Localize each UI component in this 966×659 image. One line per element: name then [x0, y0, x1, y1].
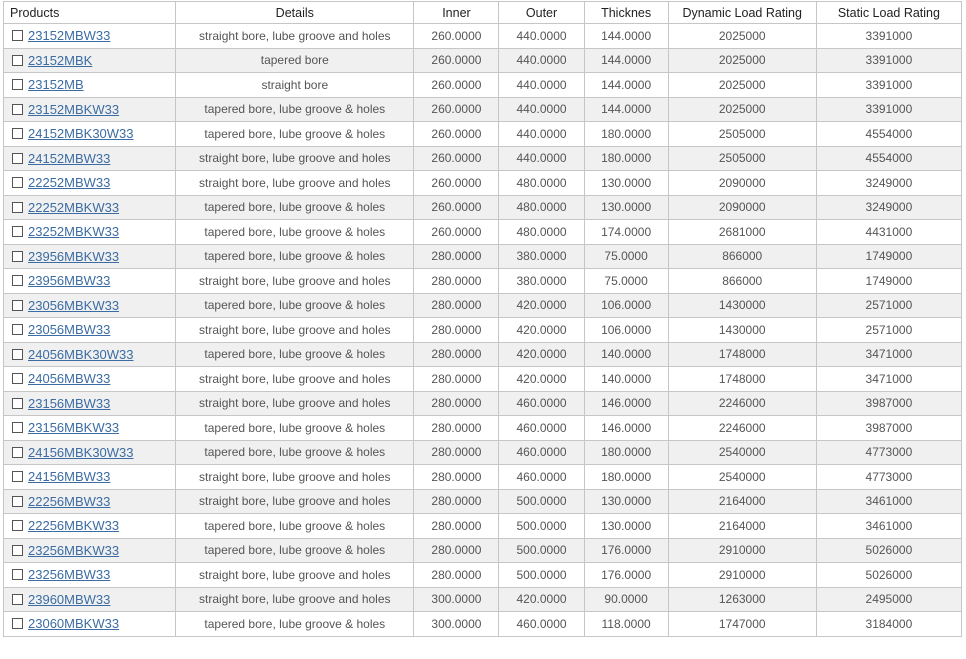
inner-cell: 260.0000	[414, 97, 499, 122]
products-table	[3, 1, 962, 637]
product-cell	[4, 195, 176, 220]
product-link[interactable]: 23960MBW33	[28, 591, 111, 607]
outer-cell: 500.0000	[499, 489, 584, 514]
static-load-rating-cell: 3249000	[816, 171, 961, 196]
thickness-cell: 118.0000	[584, 612, 668, 637]
select-checkbox[interactable]	[12, 594, 23, 605]
product-cell	[4, 342, 176, 367]
table-row	[4, 489, 962, 514]
select-checkbox[interactable]	[12, 349, 23, 360]
inner-cell: 280.0000	[414, 538, 499, 563]
product-cell	[4, 489, 176, 514]
dynamic-load-rating-cell: 2910000	[668, 563, 816, 588]
product-link[interactable]: 23252MBKW33	[28, 224, 120, 240]
dynamic-load-rating-cell: 2246000	[668, 416, 816, 441]
dynamic-load-rating-cell: 866000	[668, 244, 816, 269]
table-row	[4, 563, 962, 588]
product-link[interactable]: 24056MBW33	[28, 371, 111, 387]
product-cell	[4, 73, 176, 98]
table-row	[4, 269, 962, 294]
product-link[interactable]: 23256MBW33	[28, 567, 111, 583]
static-load-rating-cell: 4773000	[816, 440, 961, 465]
static-load-rating-cell: 3391000	[816, 73, 961, 98]
dynamic-load-rating-cell: 2540000	[668, 440, 816, 465]
thickness-cell: 146.0000	[584, 391, 668, 416]
product-cell	[4, 612, 176, 637]
details-cell: tapered bore, lube groove & holes	[176, 293, 414, 318]
thickness-cell: 75.0000	[584, 269, 668, 294]
inner-cell: 260.0000	[414, 146, 499, 171]
product-link[interactable]: 23256MBKW33	[28, 542, 120, 558]
product-link[interactable]: 22256MBW33	[28, 493, 111, 509]
outer-cell: 420.0000	[499, 318, 584, 343]
table-row	[4, 612, 962, 637]
inner-cell: 280.0000	[414, 367, 499, 392]
thickness-cell: 130.0000	[584, 489, 668, 514]
static-load-rating-cell: 2571000	[816, 293, 961, 318]
thickness-cell: 176.0000	[584, 538, 668, 563]
details-cell: straight bore, lube groove and holes	[176, 563, 414, 588]
product-link[interactable]: 23152MBW33	[28, 28, 111, 44]
inner-cell: 260.0000	[414, 220, 499, 245]
dynamic-load-rating-cell: 2025000	[668, 97, 816, 122]
thickness-cell: 75.0000	[584, 244, 668, 269]
inner-cell: 260.0000	[414, 171, 499, 196]
select-checkbox[interactable]	[12, 398, 23, 409]
select-checkbox[interactable]	[12, 324, 23, 335]
product-link[interactable]: 22256MBKW33	[28, 518, 120, 534]
outer-cell: 420.0000	[499, 342, 584, 367]
product-link[interactable]: 23956MBW33	[28, 273, 111, 289]
table-body	[4, 24, 962, 637]
details-cell: tapered bore, lube groove & holes	[176, 195, 414, 220]
static-load-rating-cell: 2495000	[816, 587, 961, 612]
details-cell: straight bore, lube groove and holes	[176, 391, 414, 416]
inner-cell: 280.0000	[414, 244, 499, 269]
dynamic-load-rating-cell: 2025000	[668, 73, 816, 98]
dynamic-load-rating-cell: 2540000	[668, 465, 816, 490]
product-cell	[4, 269, 176, 294]
dynamic-load-rating-cell: 2246000	[668, 391, 816, 416]
details-cell: straight bore, lube groove and holes	[176, 24, 414, 49]
product-cell	[4, 171, 176, 196]
inner-cell: 280.0000	[414, 489, 499, 514]
details-cell: tapered bore, lube groove & holes	[176, 514, 414, 539]
dynamic-load-rating-cell: 2164000	[668, 514, 816, 539]
select-checkbox[interactable]	[12, 569, 23, 580]
product-cell	[4, 293, 176, 318]
select-checkbox[interactable]	[12, 471, 23, 482]
table-row	[4, 122, 962, 147]
details-cell: tapered bore, lube groove & holes	[176, 342, 414, 367]
outer-cell: 460.0000	[499, 465, 584, 490]
outer-cell: 440.0000	[499, 122, 584, 147]
product-cell	[4, 440, 176, 465]
inner-cell: 260.0000	[414, 73, 499, 98]
static-load-rating-cell: 4773000	[816, 465, 961, 490]
outer-cell: 440.0000	[499, 97, 584, 122]
product-cell	[4, 587, 176, 612]
table-row	[4, 48, 962, 73]
details-cell: straight bore, lube groove and holes	[176, 465, 414, 490]
dynamic-load-rating-cell: 1430000	[668, 293, 816, 318]
static-load-rating-cell: 3461000	[816, 514, 961, 539]
select-checkbox[interactable]	[12, 226, 23, 237]
inner-cell: 280.0000	[414, 269, 499, 294]
dynamic-load-rating-cell: 1748000	[668, 342, 816, 367]
table-row	[4, 73, 962, 98]
dynamic-load-rating-cell: 2505000	[668, 146, 816, 171]
select-checkbox[interactable]	[12, 128, 23, 139]
header-static-load-rating: Static Load Rating	[816, 2, 961, 24]
product-cell	[4, 146, 176, 171]
product-link[interactable]: 22252MBKW33	[28, 199, 120, 215]
details-cell: straight bore, lube groove and holes	[176, 489, 414, 514]
select-checkbox[interactable]	[12, 300, 23, 311]
select-checkbox[interactable]	[12, 496, 23, 507]
details-cell: tapered bore, lube groove & holes	[176, 122, 414, 147]
dynamic-load-rating-cell: 2164000	[668, 489, 816, 514]
details-cell: tapered bore, lube groove & holes	[176, 612, 414, 637]
header-products: Products	[4, 2, 176, 24]
product-link[interactable]: 23156MBKW33	[28, 420, 120, 436]
inner-cell: 260.0000	[414, 195, 499, 220]
thickness-cell: 144.0000	[584, 73, 668, 98]
static-load-rating-cell: 3391000	[816, 97, 961, 122]
outer-cell: 380.0000	[499, 269, 584, 294]
product-link[interactable]: 22252MBW33	[28, 175, 111, 191]
product-cell	[4, 244, 176, 269]
inner-cell: 280.0000	[414, 416, 499, 441]
details-cell: straight bore, lube groove and holes	[176, 367, 414, 392]
header-inner: Inner	[414, 2, 499, 24]
thickness-cell: 180.0000	[584, 146, 668, 171]
table-row	[4, 391, 962, 416]
select-checkbox[interactable]	[12, 55, 23, 66]
thickness-cell: 106.0000	[584, 293, 668, 318]
outer-cell: 440.0000	[499, 48, 584, 73]
static-load-rating-cell: 2571000	[816, 318, 961, 343]
select-checkbox[interactable]	[12, 545, 23, 556]
select-checkbox[interactable]	[12, 153, 23, 164]
static-load-rating-cell: 3391000	[816, 48, 961, 73]
static-load-rating-cell: 4554000	[816, 146, 961, 171]
inner-cell: 300.0000	[414, 612, 499, 637]
inner-cell: 260.0000	[414, 122, 499, 147]
header-thickness: Thicknes	[584, 2, 668, 24]
thickness-cell: 90.0000	[584, 587, 668, 612]
thickness-cell: 176.0000	[584, 563, 668, 588]
static-load-rating-cell: 3471000	[816, 342, 961, 367]
table-row	[4, 146, 962, 171]
static-load-rating-cell: 3461000	[816, 489, 961, 514]
table-row	[4, 416, 962, 441]
inner-cell: 280.0000	[414, 342, 499, 367]
select-checkbox[interactable]	[12, 447, 23, 458]
details-cell: straight bore, lube groove and holes	[176, 587, 414, 612]
product-cell	[4, 97, 176, 122]
select-checkbox[interactable]	[12, 79, 23, 90]
static-load-rating-cell: 1749000	[816, 269, 961, 294]
outer-cell: 500.0000	[499, 538, 584, 563]
inner-cell: 300.0000	[414, 587, 499, 612]
inner-cell: 280.0000	[414, 440, 499, 465]
details-cell: tapered bore, lube groove & holes	[176, 97, 414, 122]
details-cell: straight bore, lube groove and holes	[176, 318, 414, 343]
thickness-cell: 106.0000	[584, 318, 668, 343]
table-row	[4, 97, 962, 122]
product-cell	[4, 48, 176, 73]
details-cell: tapered bore, lube groove & holes	[176, 416, 414, 441]
outer-cell: 480.0000	[499, 195, 584, 220]
select-checkbox[interactable]	[12, 202, 23, 213]
outer-cell: 420.0000	[499, 367, 584, 392]
outer-cell: 460.0000	[499, 440, 584, 465]
dynamic-load-rating-cell: 2025000	[668, 48, 816, 73]
thickness-cell: 146.0000	[584, 416, 668, 441]
table-row	[4, 220, 962, 245]
dynamic-load-rating-cell: 866000	[668, 269, 816, 294]
inner-cell: 280.0000	[414, 563, 499, 588]
select-checkbox[interactable]	[12, 177, 23, 188]
dynamic-load-rating-cell: 2910000	[668, 538, 816, 563]
thickness-cell: 130.0000	[584, 514, 668, 539]
header-details: Details	[176, 2, 414, 24]
static-load-rating-cell: 3391000	[816, 24, 961, 49]
product-link[interactable]: 23956MBKW33	[28, 248, 120, 264]
product-cell	[4, 465, 176, 490]
thickness-cell: 130.0000	[584, 195, 668, 220]
table-row	[4, 440, 962, 465]
select-checkbox[interactable]	[12, 275, 23, 286]
product-link[interactable]: 23056MBW33	[28, 322, 111, 338]
product-link[interactable]: 24152MBW33	[28, 150, 111, 166]
product-link[interactable]: 24056MBK30W33	[28, 346, 134, 362]
details-cell: tapered bore, lube groove & holes	[176, 440, 414, 465]
outer-cell: 460.0000	[499, 391, 584, 416]
table-row	[4, 514, 962, 539]
static-load-rating-cell: 3249000	[816, 195, 961, 220]
select-checkbox[interactable]	[12, 104, 23, 115]
outer-cell: 380.0000	[499, 244, 584, 269]
dynamic-load-rating-cell: 2090000	[668, 195, 816, 220]
table-header-row	[4, 2, 962, 24]
details-cell: straight bore, lube groove and holes	[176, 146, 414, 171]
table-row	[4, 293, 962, 318]
select-checkbox[interactable]	[12, 251, 23, 262]
select-checkbox[interactable]	[12, 520, 23, 531]
thickness-cell: 174.0000	[584, 220, 668, 245]
outer-cell: 420.0000	[499, 587, 584, 612]
outer-cell: 480.0000	[499, 171, 584, 196]
header-outer: Outer	[499, 2, 584, 24]
inner-cell: 280.0000	[414, 293, 499, 318]
table-row	[4, 465, 962, 490]
outer-cell: 420.0000	[499, 293, 584, 318]
outer-cell: 460.0000	[499, 416, 584, 441]
dynamic-load-rating-cell: 2505000	[668, 122, 816, 147]
inner-cell: 260.0000	[414, 24, 499, 49]
product-link[interactable]: 23156MBW33	[28, 395, 111, 411]
header-dynamic-load-rating: Dynamic Load Rating	[668, 2, 816, 24]
details-cell: straight bore, lube groove and holes	[176, 171, 414, 196]
product-cell	[4, 318, 176, 343]
thickness-cell: 140.0000	[584, 367, 668, 392]
product-link[interactable]: 23152MBKW33	[28, 101, 120, 117]
dynamic-load-rating-cell: 1747000	[668, 612, 816, 637]
dynamic-load-rating-cell: 1748000	[668, 367, 816, 392]
table-row	[4, 538, 962, 563]
thickness-cell: 180.0000	[584, 465, 668, 490]
static-load-rating-cell: 5026000	[816, 538, 961, 563]
details-cell: tapered bore	[176, 48, 414, 73]
product-link[interactable]: 24156MBW33	[28, 469, 111, 485]
static-load-rating-cell: 1749000	[816, 244, 961, 269]
inner-cell: 280.0000	[414, 391, 499, 416]
details-cell: straight bore	[176, 73, 414, 98]
inner-cell: 280.0000	[414, 465, 499, 490]
select-checkbox[interactable]	[12, 618, 23, 629]
outer-cell: 460.0000	[499, 612, 584, 637]
thickness-cell: 144.0000	[584, 97, 668, 122]
product-cell	[4, 416, 176, 441]
select-checkbox[interactable]	[12, 422, 23, 433]
details-cell: straight bore, lube groove and holes	[176, 269, 414, 294]
dynamic-load-rating-cell: 2090000	[668, 171, 816, 196]
product-cell	[4, 122, 176, 147]
table-row	[4, 587, 962, 612]
table-row	[4, 318, 962, 343]
outer-cell: 500.0000	[499, 514, 584, 539]
thickness-cell: 140.0000	[584, 342, 668, 367]
static-load-rating-cell: 4554000	[816, 122, 961, 147]
static-load-rating-cell: 3987000	[816, 416, 961, 441]
static-load-rating-cell: 3987000	[816, 391, 961, 416]
table-row	[4, 171, 962, 196]
table-row	[4, 367, 962, 392]
product-cell	[4, 24, 176, 49]
thickness-cell: 130.0000	[584, 171, 668, 196]
outer-cell: 440.0000	[499, 73, 584, 98]
product-link[interactable]: 23152MBK	[28, 52, 93, 68]
static-load-rating-cell: 3471000	[816, 367, 961, 392]
product-link[interactable]: 23152MB	[28, 77, 84, 93]
product-cell	[4, 563, 176, 588]
outer-cell: 500.0000	[499, 563, 584, 588]
product-cell	[4, 514, 176, 539]
thickness-cell: 144.0000	[584, 48, 668, 73]
outer-cell: 480.0000	[499, 220, 584, 245]
thickness-cell: 180.0000	[584, 440, 668, 465]
outer-cell: 440.0000	[499, 146, 584, 171]
product-cell	[4, 538, 176, 563]
table-row	[4, 24, 962, 49]
outer-cell: 440.0000	[499, 24, 584, 49]
dynamic-load-rating-cell: 1430000	[668, 318, 816, 343]
inner-cell: 260.0000	[414, 48, 499, 73]
details-cell: tapered bore, lube groove & holes	[176, 538, 414, 563]
dynamic-load-rating-cell: 2681000	[668, 220, 816, 245]
product-link[interactable]: 23056MBKW33	[28, 297, 120, 313]
dynamic-load-rating-cell: 2025000	[668, 24, 816, 49]
static-load-rating-cell: 3184000	[816, 612, 961, 637]
details-cell: tapered bore, lube groove & holes	[176, 244, 414, 269]
product-link[interactable]: 24156MBK30W33	[28, 444, 134, 460]
inner-cell: 280.0000	[414, 318, 499, 343]
static-load-rating-cell: 5026000	[816, 563, 961, 588]
inner-cell: 280.0000	[414, 514, 499, 539]
product-link[interactable]: 23060MBKW33	[28, 616, 120, 632]
table-row	[4, 195, 962, 220]
static-load-rating-cell: 4431000	[816, 220, 961, 245]
product-cell	[4, 220, 176, 245]
product-cell	[4, 391, 176, 416]
product-cell	[4, 367, 176, 392]
select-checkbox[interactable]	[12, 373, 23, 384]
table-row	[4, 244, 962, 269]
thickness-cell: 180.0000	[584, 122, 668, 147]
select-checkbox[interactable]	[12, 30, 23, 41]
details-cell: tapered bore, lube groove & holes	[176, 220, 414, 245]
thickness-cell: 144.0000	[584, 24, 668, 49]
dynamic-load-rating-cell: 1263000	[668, 587, 816, 612]
product-link[interactable]: 24152MBK30W33	[28, 126, 134, 142]
table-row	[4, 342, 962, 367]
